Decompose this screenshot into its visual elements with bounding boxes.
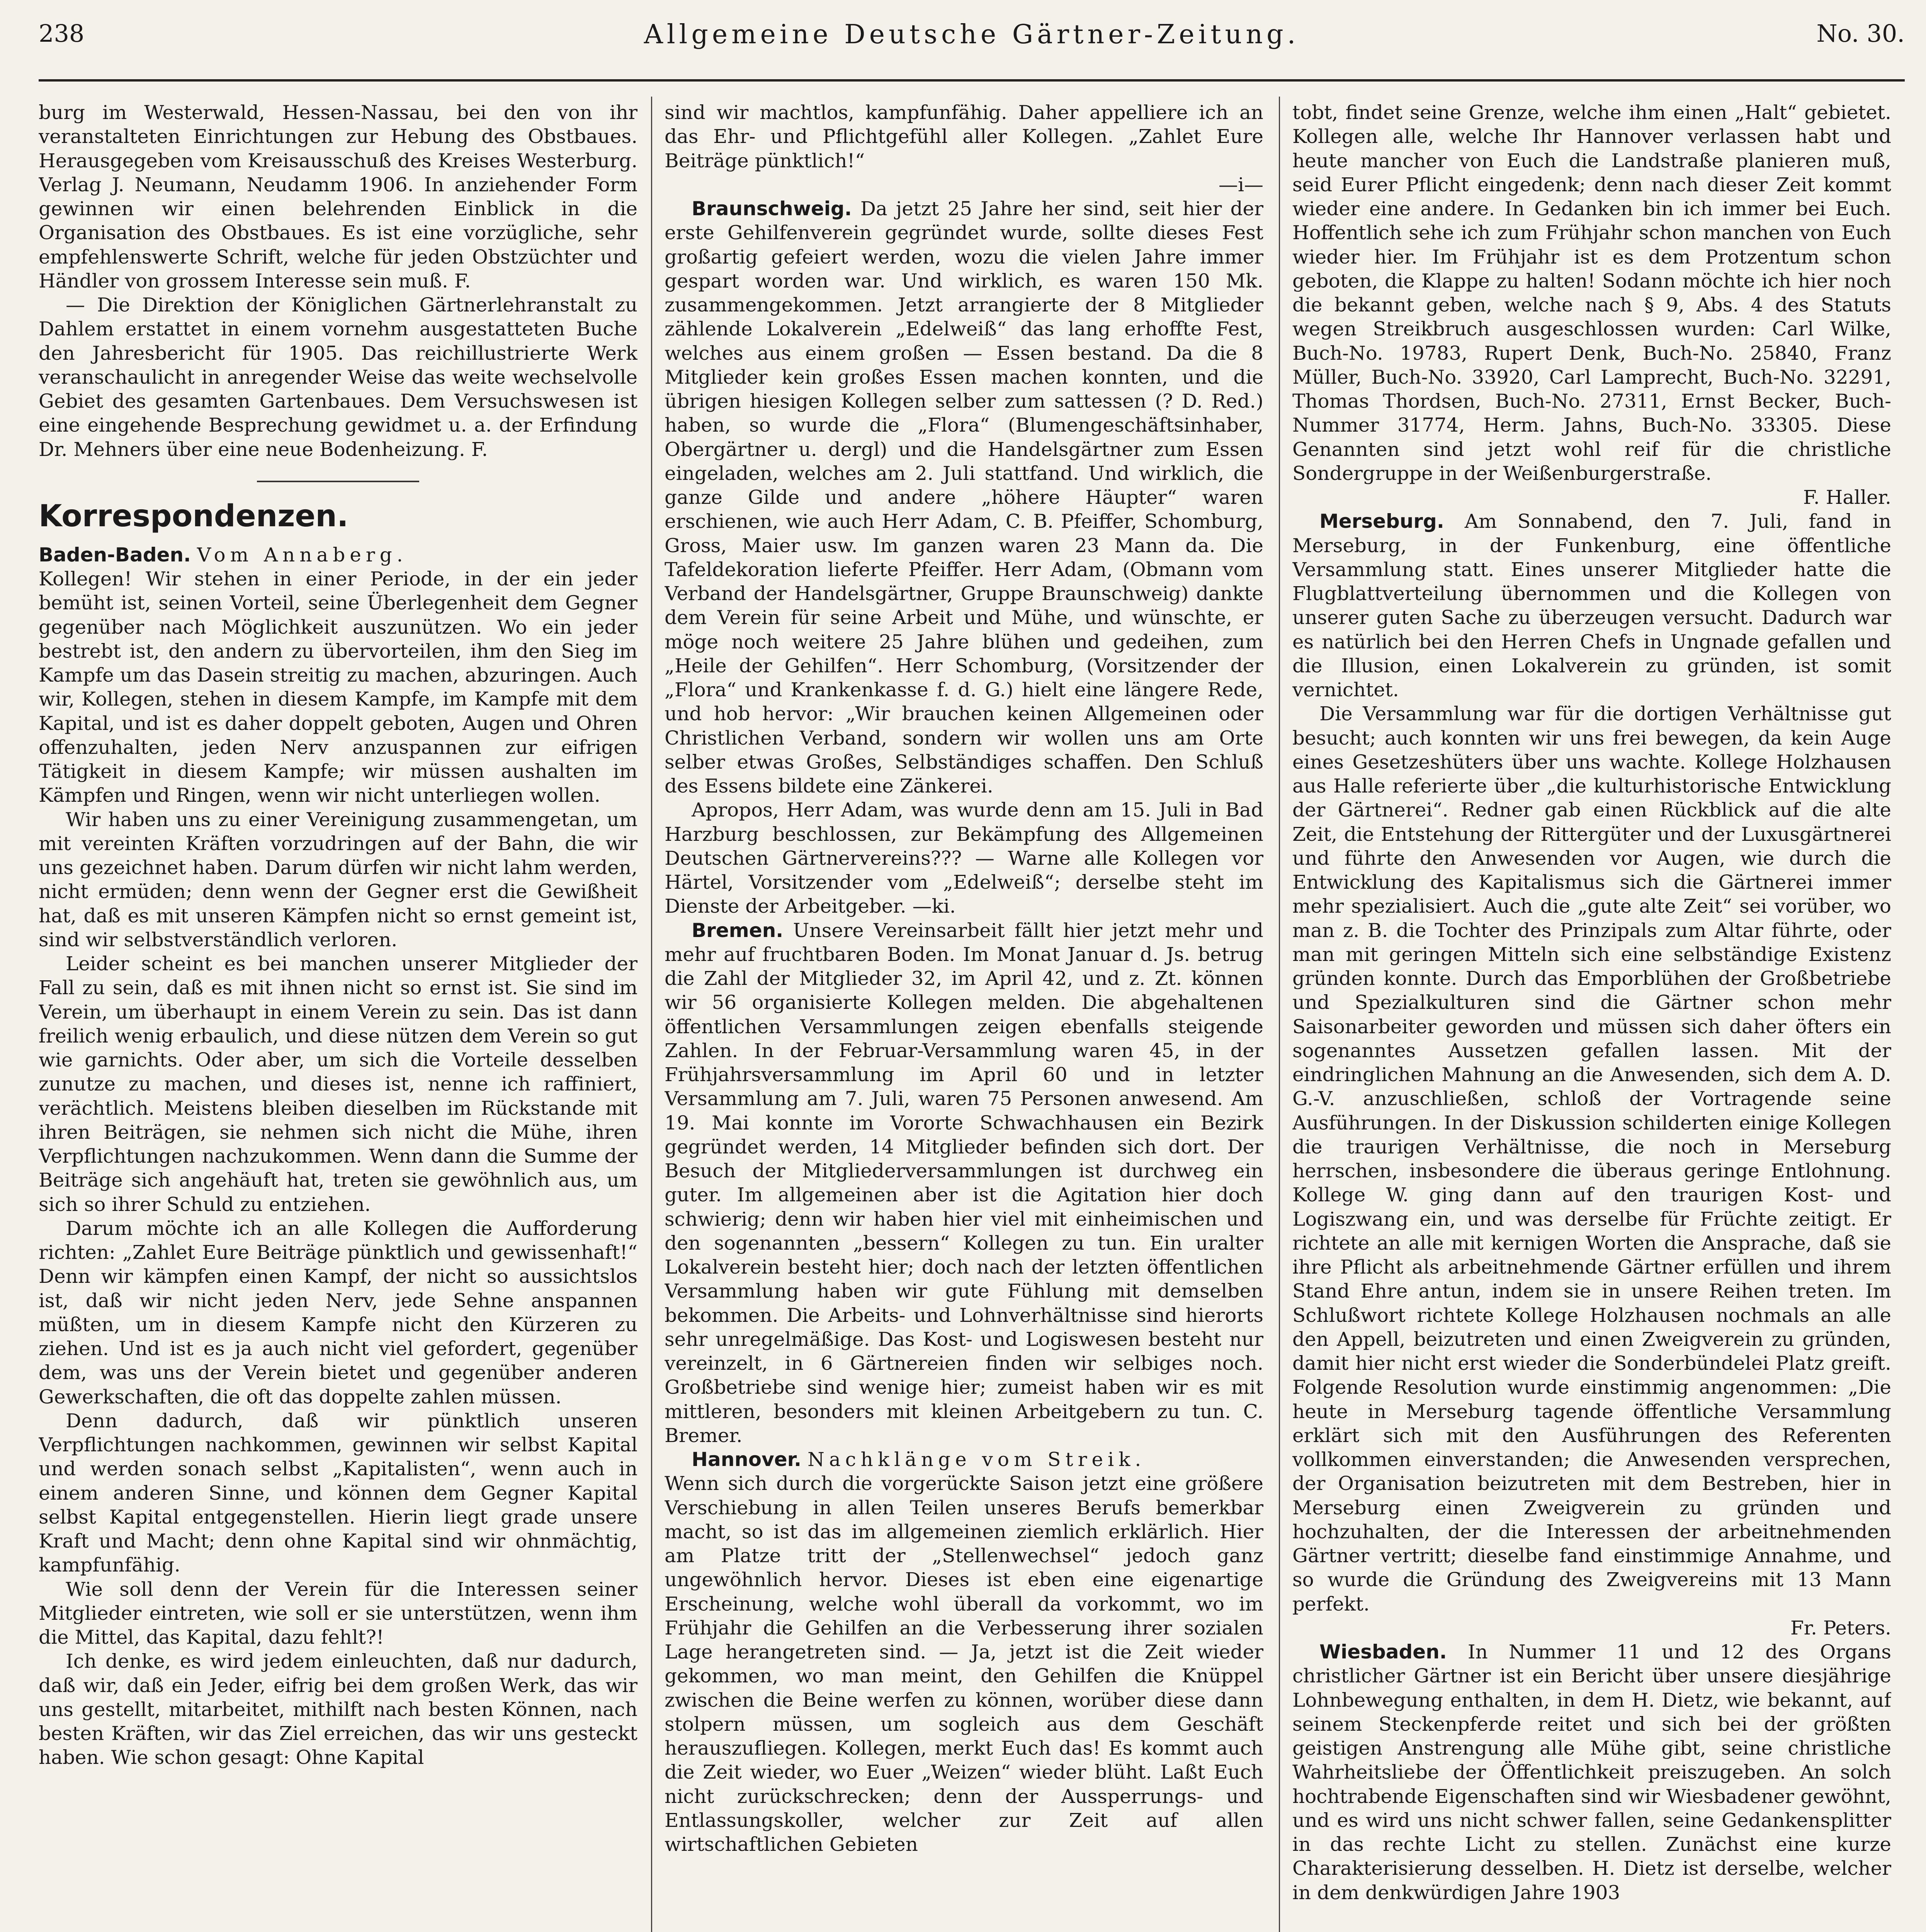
report-braunschweig	[665, 197, 1263, 798]
report-subtitle: Nachklänge vom Streik.	[807, 1448, 1146, 1471]
column-divider	[1279, 97, 1280, 1932]
article-paragraph: tobt, findet seine Grenze, welche ihm einen „Halt“ gebietet. Kollegen alle, welche Ihr Hannover verlassen habt und heute mancher von Euch die Landstraße planieren muß, seid Eurer Pflicht eingedenk; denn nach dieser Zeit kommt wieder eine andere. In Gedanken bin ich immer bei Euch. Hoffentlich sehe ich zum Frühjahr schon manchen von Euch wieder hier. Im Frühjahr ist es dem Protzentum schon geboten, die Klappe zu halten! Sodann möchte ich hier noch die bekannt geben, welche nach § 9, Abs. 4 des Statuts wegen Streikbruch ausgeschlossen wurden: Carl Wilke, Buch-No. 19783, Rupert Denk, Buch-No. 25840, Franz Müller, Buch-No. 33920, Carl Lamprecht, Buch-No. 32291, Thomas Thordsen, Buch-No. 27311, Ernst Becker, Buch-Nummer 31774, Herm. Jahns, Buch-No. 33305. Diese Genannten sind jetzt wohl reif für die christliche Sondergruppe in der Weißenburgerstraße.	[1292, 101, 1891, 485]
article-paragraph: Die Versammlung war für die dortigen Verhältnisse gut besucht; auch konnten wir uns frei bewegen, da kein Auge eines Gesetzeshüters über uns wachte. Kollege Holzhausen aus Halle referierte über „die kulturhistorische Entwicklung der Gärtnerei“. Redner gab einen Rückblick auf die alte Zeit, die Entstehung der Rittergüter und der Luxusgärtnerei und führte den Anwesenden vor Augen, wie durch die Entwicklung des Kapitalismus sich die Gärtnerei immer mehr spezialisiert. Auch die „gute alte Zeit“ sei vorüber, wo man z. B. die Tochter des Prinzipals zum Altar führte, oder man mit geringen Mitteln sich eine selbständige Existenz gründen konnte. Durch das Emporblühen der Großbetriebe und Spezialkulturen sind die Gärtner schon mehr Saisonarbeiter geworden und müssen sich daher öfters ein sogenanntes Aussetzen gefallen lassen. Mit der eindringlichen Mahnung an die Anwesenden, sich dem A. D. G.-V. anzuschließen, schloß der Vortragende seine Ausführungen. In der Diskussion schilderten einige Kollegen die traurigen Verhältnisse, die noch in Merseburg herrschen, insbesondere die überaus geringe Entlohnung. Kollege W. ging dann auf den traurigen Kost- und Logiszwang ein, und was derselbe für Früchte zeitigt. Er richtete an alle mit kernigen Worten die Ansprache, daß sie ihre Pflicht als arbeitnehmende Gärtner erfüllen und ihrem Stand Ehre antun, indem sie in unsere Reihen treten. Im Schlußwort richtete Kollege Holzhausen nochmals an alle den Appell, beizutreten und einen Zweigverein zu gründen, damit hier nicht erst wieder die Sonderbündelei Platz greift. Folgende Resolution wurde einstimmig angenommen: „Die heute in Merseburg tagende öffentliche Versammlung erklärt sich mit den Ausführungen des Referenten vollkommen einverstanden; die Anwesenden versprechen, der Organisation beizutreten mit dem Bestreben, hier in Merseburg einen Zweigverein zu gründen und hochzuhalten, der die Interessen der arbeitnehmenden Gärtner vertritt; dieselbe fand einstimmige Annahme, und so wurde die Gründung des Zweigvereins mit 13 Mann perfekt.	[1292, 702, 1891, 1615]
report-heading-baden	[39, 543, 637, 567]
section-separator	[257, 481, 419, 482]
report-heading-hannover	[665, 1447, 1263, 1471]
place-name: Merseburg.	[1319, 510, 1444, 533]
place-name: Braunschweig.	[692, 197, 852, 220]
article-text: Unsere Vereinsarbeit fällt hier jetzt mehr und mehr auf fruchtbaren Boden. Im Monat Januar d. Js. betrug die Zahl der Mitglieder 32, im April 42, und z. Zt. können wir 56 organisierte Kollegen melden. Die abgehaltenen öffentlichen Versammlungen zeigen ebenfalls steigende Zahlen. In der Februar-Versammlung waren 45, in der Frühjahrsversammlung im April 60 und in letzter Versammlung am 7. Juli, waren 75 Personen anwesend. Am 19. Mai konnte im Vororte Schwachhausen ein Bezirk gegründet werden, 14 Mitglieder befinden sich dort. Der Besuch der Mitgliederversammlungen ist durchweg ein guter. Im allgemeinen aber ist die Agitation hier doch schwierig; denn wir haben hier viel mit einheimischen und den sogenannten „bessern“ Kollegen zu tun. Ein uralter Lokalverein besteht hier; doch nach der letzten öffentlichen Versammlung haben wir gute Fühlung mit demselben bekommen. Die Arbeits- und Lohnverhältnisse sind hierorts sehr unregelmäßige. Das Kost- und Logiswesen besteht nur vereinzelt, in 6 Gärtnereien finden wir selbiges noch. Großbetriebe sind wenige hier; zumeist haben wir es mit mittleren, besonders mit kleinen Arbeitgebern zu tun. C. Bremer.	[665, 919, 1263, 1447]
issue-number: No. 30.	[1816, 19, 1905, 48]
report-subtitle: Vom Annaberg.	[197, 543, 408, 566]
signature: —i—	[1219, 173, 1263, 196]
place-name: Baden-Baden.	[39, 543, 191, 566]
report-merseburg	[1292, 509, 1891, 702]
article-paragraph: Kollegen! Wir stehen in einer Periode, in der ein jeder bemüht ist, seinen Vorteil, seine Überlegenheit dem Gegner gegenüber nach Möglichkeit auszunützen. Wo ein jeder bestrebt ist, den andern zu übervorteilen, ihm den Sieg im Kampfe um das Dasein streitig zu machen, abzuringen. Auch wir, Kollegen, stehen in diesem Kampfe, im Kampfe mit dem Kapital, und ist es daher doppelt geboten, Augen und Ohren offenzuhalten, jeden Nerv anzuspannen zur eifrigen Tätigkeit in diesem Kampfe; wir müssen aushalten im Kämpfen und Ringen, wenn wir nicht unterliegen wollen.	[39, 568, 637, 807]
article-paragraph: sind wir machtlos, kampfunfähig. Daher appelliere ich an das Ehr- und Pflichtgefühl aller Kollegen. „Zahlet Eure Beiträge pünktlich!“	[665, 101, 1263, 172]
article-paragraph: Denn dadurch, daß wir pünktlich unseren Verpflichtungen nachkommen, gewinnen wir selbst Kapital und werden sonach selbst „Kapitalisten“, wenn auch in einem anderen Sinne, und können dem Gegner Kapital selbst Kapital entgegenstellen. Hierin liegt grade unsere Kraft und Macht; denn ohne Kapital sind wir ohnmächtig, kampfunfähig.	[39, 1409, 637, 1577]
article-paragraph: Apropos, Herr Adam, was wurde denn am 15. Juli in Bad Harzburg beschlossen, zur Bekämpfung des Allgemeinen Deutschen Gärtnervereins??? — Warne alle Kollegen vor Härtel, Vorsitzender vom „Edelweiß“; derselbe steht im Dienste der Arbeitgeber. —ki.	[665, 799, 1263, 918]
page-number: 238	[39, 19, 85, 48]
column-divider	[651, 97, 652, 1932]
page-header	[39, 19, 1905, 77]
column-2	[665, 100, 1263, 1932]
place-name: Wiesbaden.	[1319, 1641, 1447, 1663]
header-rule	[39, 79, 1905, 82]
column-1	[39, 100, 637, 1932]
article-paragraph: Wenn sich durch die vorgerückte Saison jetzt eine größere Verschiebung in allen Teilen unseres Berufs bemerkbar macht, so ist das im allgemeinen ziemlich erklärlich. Hier am Platze tritt der „Stellenwechsel“ jedoch ganz ungewöhnlich hervor. Dieses ist eben eine eigenartige Erscheinung, welche wohl überall da vorkommt, wo im Frühjahr die Gehilfen an die Verbesserung ihrer sozialen Lage herangetreten sind. — Ja, jetzt ist die Zeit wieder gekommen, wo man meint, den Gehilfen die Knüppel zwischen die Beine werfen zu können, worüber diese dann stolpern müssen, um sogleich aus dem Geschäft herauszufliegen. Kollegen, merkt Euch das! Es kommt auch die Zeit wieder, wo Euer „Weizen“ wieder blüht. Laßt Euch nicht zurückschrecken; denn der Aussperrungs- und Entlassungskoller, welcher zur Zeit auf allen wirtschaftlichen Gebieten	[665, 1472, 1263, 1855]
article-paragraph: Wie soll denn der Verein für die Interessen seiner Mitglieder eintreten, wie soll er sie unterstützen, wenn ihm die Mittel, das Kapital, dazu fehlt?!	[39, 1578, 637, 1649]
signature: F. Haller.	[1803, 486, 1891, 509]
section-title: Korrespondenzen.	[39, 498, 348, 534]
masthead-title: Allgemeine Deutsche Gärtner-Zeitung.	[644, 19, 1300, 50]
report-wiesbaden	[1292, 1640, 1891, 1905]
signature: Fr. Peters.	[1790, 1616, 1891, 1639]
report-bremen	[665, 918, 1263, 1448]
article-text: Am Sonnabend, den 7. Juli, fand in Merseburg, in der Funkenburg, eine öffentliche Versammlung statt. Eines unserer Mitglieder hatte die Flugblattverteilung übernommen und die Kollegen von unserer guten Sache zu überzeugen versucht. Dadurch war es natürlich bei den Herren Chefs in Ungnade gefallen und die Illusion, einen Lokalverein zu gründen, ist somit vernichtet.	[1292, 510, 1891, 701]
article-paragraph: Ich denke, es wird jedem einleuchten, daß nur dadurch, daß wir, daß ein Jeder, eifrig bei dem großen Werk, das wir uns gestellt, mitarbeitet, mithilft nach besten Können, nach besten Kräften, wir das Ziel erreichen, das wir uns gesteckt haben. Wie schon gesagt: Ohne Kapital	[39, 1650, 637, 1769]
book-review-dahlem: — Die Direktion der Königlichen Gärtnerlehranstalt zu Dahlem erstattet in einem vornehm ausgestatteten Buche den Jahresbericht für 1905. Das reichillustrierte Werk veranschaulicht in anregender Weise das weite wechselvolle Gebiet des gesamten Gartenbaues. Dem Versuchswesen ist eine eingehende Besprechung gewidmet u. a. der Erfindung Dr. Mehners über eine neue Bodenheizung. F.	[39, 294, 637, 461]
article-paragraph: Wir haben uns zu einer Vereinigung zusammengetan, um mit vereinten Kräften vorzudringen auf der Bahn, die wir uns gezeichnet haben. Darum dürfen wir nicht lahm werden, nicht ermüden; denn wenn der Gegner erst die Gewißheit hat, daß es mit unseren Kämpfen nicht so ernst gemeint ist, sind wir selbstverständlich verloren.	[39, 808, 637, 951]
article-text: Da jetzt 25 Jahre her sind, seit hier der erste Gehilfenverein gegründet wurde, sollte dieses Fest großartig gefeiert werden, wozu die vielen Jahre immer gespart worden war. Und wirklich, es waren 150 Mk. zusammengekommen. Jetzt arrangierte der 8 Mitglieder zählende Lokalverein „Edelweiß“ das lang erhoffte Fest, welches aus einem großen — Essen bestand. Da die 8 Mitglieder kein großes Essen machen konnten, und die übrigen hiesigen Kollegen selber zum sattessen (? D. Red.) haben, so wurde die „Flora“ (Blumengeschäftsinhaber, Obergärtner u. dergl) und die Handelsgärtner zum Essen eingeladen, welches am 2. Juli stattfand. Und wirklich, die ganze Gilde und andere „höhere Häupter“ waren erschienen, wie auch Herr Adam, C. B. Pfeiffer, Schomburg, Gross, Maier usw. Im ganzen waren 23 Mann da. Die Tafeldekoration lieferte Pfeiffer. Herr Adam, (Obmann vom Verband der Handelsgärtner, Gruppe Braunschweig) dankte dem Verein für seine Arbeit und Mühe, und wünschte, er möge noch weitere 25 Jahre blühen und gedeihen, zum „Heile der Gehilfen“. Herr Schomburg, (Vorsitzender der „Flora“ und Krankenkasse f. d. G.) hielt eine längere Rede, und hob hervor: „Wir brauchen keinen Allgemeinen oder Christlichen Verband, sondern wir wollen uns am Orte selber etwas Großes, Selbständiges schaffen. Den Schluß des Essens bildete eine Zänkerei.	[665, 197, 1263, 797]
article-text: In Nummer 11 und 12 des Organs christlicher Gärtner ist ein Bericht über unsere diesjährige Lohnbewegung enthalten, in dem H. Dietz, wie bekannt, auf seinem Steckenpferde reitet und sich bei der größten geistigen Anstrengung alle Mühe gibt, seine christliche Wahrheitsliebe der Öffentlichkeit preiszugeben. An solch hochtrabende Eigenschaften sind wir Wiesbadener gewöhnt, und es wird uns nicht schwer fallen, seine Gedankensplitter in das rechte Licht zu stellen. Zunächst eine kurze Charakterisierung desselben. H. Dietz ist derselbe, welcher in dem denkwürdigen Jahre 1903	[1292, 1641, 1891, 1904]
column-3	[1292, 100, 1891, 1932]
place-name: Hannover.	[692, 1448, 802, 1471]
article-paragraph: Leider scheint es bei manchen unserer Mitglieder der Fall zu sein, daß es mit ihnen nicht so ernst ist. Sie sind im Verein, um überhaupt in einem Verein zu sein. Das ist dann freilich wenig erbaulich, und diese nützen dem Verein so gut wie garnichts. Oder aber, um sich die Vorteile desselben zunutze zu machen, und dieses ist, nenne ich raffiniert, verächtlich. Meistens bleiben dieselben im Rückstande mit ihren Beiträgen, sie nehmen sich nicht die Mühe, ihren Verpflichtungen nachzukommen. Wenn dann die Summe der Beiträge sich angehäuft hat, treten sie gewöhnlich aus, um sich so ihrer Schuld zu entziehen.	[39, 952, 637, 1216]
place-name: Bremen.	[692, 919, 784, 942]
book-review-westerburg: burg im Westerwald, Hessen-Nassau, bei den von ihr veranstalteten Einrichtungen zur Hebung des Obstbaues. Herausgegeben vom Kreisausschuß des Kreises Westerburg. Verlag J. Neumann, Neudamm 1906. In anziehender Form gewinnen wir einen belehrenden Einblick in die Organisation des Obstbaues. Es ist eine vorzügliche, sehr empfehlenswerte Schrift, welche für jeden Obstzüchter und Händler von grossem Interesse sein muß. F.	[39, 101, 637, 292]
article-paragraph: Darum möchte ich an alle Kollegen die Aufforderung richten: „Zahlet Eure Beiträge pünktlich und gewissenhaft!“ Denn wir kämpfen einen Kampf, der nicht so aussichtslos ist, daß wir nicht jeden Nerv, jede Sehne anspannen müßten, um in diesem Kampfe nicht den Kürzeren zu ziehen. Und ist es ja auch nicht viel gefordert, gegenüber dem, was uns der Verein bietet und gegenüber anderen Gewerkschaften, die oft das doppelte zahlen müssen.	[39, 1217, 637, 1408]
